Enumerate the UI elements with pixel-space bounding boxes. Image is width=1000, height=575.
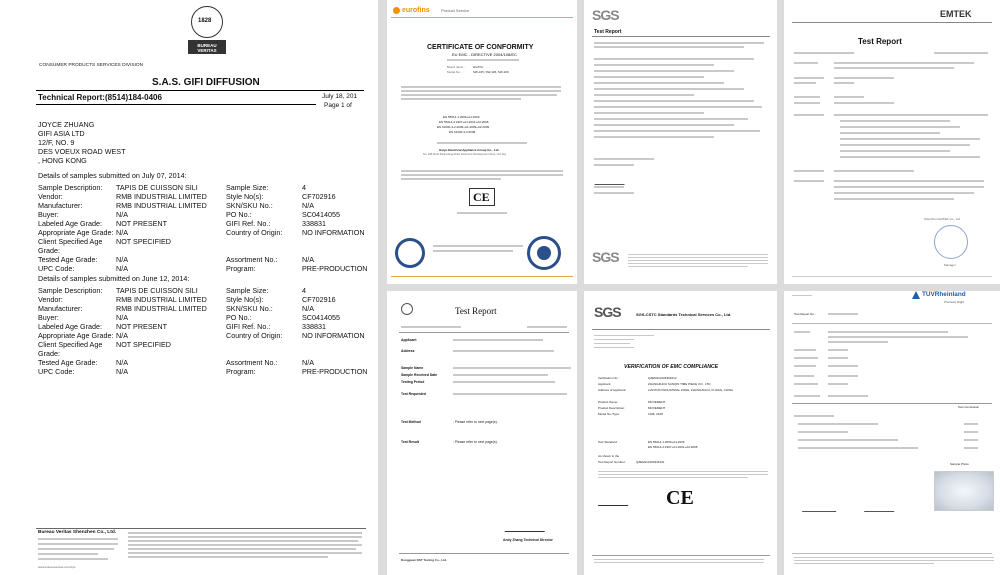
field-value: 4 <box>302 286 306 295</box>
field-value: LIANTIAN INDUSTRIAL ZONE, ZHANGZHOU, FUJIAN, CHINA <box>648 388 734 392</box>
field-value: N/A <box>116 228 128 237</box>
field-value: 1108, 2108 <box>648 412 663 416</box>
field-value: RMB INDUSTRIAL LIMITED <box>116 192 207 201</box>
field-label: Vendor: <box>38 192 63 201</box>
bureau-veritas-report: 1828 BUREAU VERITAS CONSUMER PRODUCTS SERVICES DIVISION S.A.S. GIFI DIFFUSION Technical Report: (8514)184-0406 July 18, 201 Page 1 of JOYCE ZHUANG GIFI ASIA LTD 12/F, NO. 9 DES VOEUX ROAD WEST , HONG KONG Details of samples submitted on July 07, 2014: Sample Description: TAPIS DE CUISSON SILI Sample Size: 4 Vendor: RMB INDUSTRIAL LIMITED Style No(s): CF702916 Manufacturer: RMB INDUSTRIAL LIMITED SKN/SKU No.: N/A Buyer: N/A PO No.: SC0414055 Labeled Age Grade: NOT PRESENT GIFI Ref. No.: 338831 Appropriate Age Grade: N/A Country of Origin: NO INFORMATION Client Specified Age NOT SPECIFIED Grade: Tested Age Grade: N/A Assortment No.: N/A UPC Code: N/A Program: PRE-PRODUCTION Details of samples submitted on June 12, 2014: Sample Description: TAPIS DE CUISSON SILI Sample Size: 4 Vendor: RMB INDUSTRIAL LIMITED Style No(s): CF702916 Manufacturer: RMB INDUSTRIAL LIMITED SKN/SKU No.: N/A Buyer: N/A PO No.: SC0414055 Labeled Age Grade: NOT PRESENT GIFI Ref. No.: 338831 Appropriate Age Grade: N/A Country of Origin: NO INFORMATION Client Specified Age NOT SPECIFIED Grade: Tested Age Grade: N/A Assortment No.: N/A UPC Code: N/A Program: PRE-PRODUCTION Bureau Veritas Shenzhen Co., Ltd. www.bureauveritas.com/cps <box>0 0 378 575</box>
field-label: PO No.: <box>226 210 252 219</box>
field-value: : Please refer to next page(s). <box>453 420 498 424</box>
emc-report-number: QZEM110100346101 <box>636 460 665 464</box>
field-label: Country of Origin: <box>226 228 283 237</box>
field-label: Grade: <box>38 246 60 255</box>
emtek-report-title: Test Report <box>858 37 902 46</box>
field-value: N/A <box>116 313 128 322</box>
field-value: NO INFORMATION <box>302 331 365 340</box>
field-value: NOT PRESENT <box>116 219 167 228</box>
brand-name: HUAYU <box>473 65 484 69</box>
nst-test-report <box>387 291 577 575</box>
nst-logo <box>401 303 413 315</box>
field-value: RMB INDUSTRIAL LIMITED <box>116 304 207 313</box>
field-label: Appropriate Age Grade: <box>38 228 114 237</box>
field-value: MOVEMENT <box>648 400 666 404</box>
field-value: TAPIS DE CUISSON SILI <box>116 286 198 295</box>
certificate-holder: Huiyu Electrical Appliance Group Co., Ltd <box>439 148 499 152</box>
field-label: Sample Description: <box>38 183 103 192</box>
field-label: Sample Received Date <box>401 373 438 377</box>
field-value: CF702916 <box>302 192 336 201</box>
field-label: Tested Age Grade: <box>38 255 98 264</box>
field-label: Sample Name <box>401 366 424 370</box>
emtek-stamp-label: Shenzhen EMTEK Co., Ltd <box>924 217 961 221</box>
division-label: CONSUMER PRODUCTS SERVICES DIVISION <box>39 63 144 68</box>
field-label: Appropriate Age Grade: <box>38 331 114 340</box>
sgs-footer-logo: SGS <box>592 249 619 265</box>
field-value: PRE-PRODUCTION <box>302 367 368 376</box>
field-label: Sample Description: <box>38 286 103 295</box>
holder-address: No. 108 North Ruianxiang Road, Economic Development Zone, Cixi City <box>423 153 507 156</box>
field-label: PO No.: <box>226 313 252 322</box>
field-value: N/A <box>302 255 314 264</box>
field-label: Address <box>401 349 415 353</box>
field-label: Testing Period <box>401 380 425 384</box>
eurofins-certificate: eurofins Product Service CERTIFICATE OF CONFORMITY EU EMC - DIRECTIVE 2004/108/EC Brand name : HUAYU Model No. : SW-105, SW-106, SW-160 EN 55014-1:2006+A1:2009 EN 55014-2:1997+A1:2001+A2:2008 EN 61000-3-2:2006+A1:2009+A2:2009 EN 61000-3-3:2008 Huiyu Electrical Appliance Group Co., Ltd No. 108 North Ruianxiang Road, Economic Development Zone, Cixi City CE <box>387 0 577 284</box>
sgs-report-title: Test Report <box>594 29 622 35</box>
tuv-report-label: Test Report No.: <box>794 312 816 316</box>
field-value: NOT SPECIFIED <box>116 340 171 349</box>
sgs-test-report <box>584 0 777 284</box>
field-value: 4 <box>302 183 306 192</box>
client-title: S.A.S. GIFI DIFFUSION <box>152 77 260 88</box>
field-label: Buyer: <box>38 210 59 219</box>
report-number: (8514)184-0406 <box>105 93 162 102</box>
field-value: RMB INDUSTRIAL LIMITED <box>116 295 207 304</box>
tuv-photo-label: Sample Photo <box>950 462 969 466</box>
section-heading-june: Details of samples submitted on June 12, 2014: <box>38 274 190 283</box>
nst-signature <box>504 521 549 532</box>
field-value: N/A <box>302 358 314 367</box>
signature <box>594 176 627 185</box>
field-label: Client Specified Age <box>38 237 103 246</box>
field-value: 338831 <box>302 322 326 331</box>
report-page: Page 1 of <box>324 102 352 109</box>
footer-company: Bureau Veritas Shenzhen Co., Ltd. <box>38 530 117 535</box>
field-label: Address of Applicant: <box>598 388 627 392</box>
field-value: N/A <box>302 201 314 210</box>
field-value: 338831 <box>302 219 326 228</box>
bureau-veritas-logo: 1828 BUREAU VERITAS <box>188 6 226 56</box>
sgs-emc-verification: SGS SGS-CSTC Standards Technical Services Co., Ltd. VERIFICATION OF EMC COMPLIANCE Verification No.: QZEM11010636461V Applicant: ZHANGZHOU SANQIN TIME PIECE CO., LTD Address of Applicant: LIANTIAN INDUSTRIAL ZONE, ZHANGZHOU, FUJIAN, CHINA Product Name: MOVEMENT Product Description: MOVEMENT Model No./Type: 1108, 2108 Test Standard: EN 55014-1:2006+A1:2009 EN 55014-2:1997+A1:2001+A2:2008 As shown in the Test Report Number: QZEM110100346101 CE <box>584 291 777 575</box>
field-label: Tested Age Grade: <box>38 358 98 367</box>
footer-site: www.bureauveritas.com/cps <box>38 565 76 569</box>
sgs-logo: SGS <box>592 7 619 23</box>
field-value: : Please refer to next page(s). <box>453 440 498 444</box>
field-label: Product Name: <box>598 400 619 404</box>
field-value: MOVEMENT <box>648 406 666 410</box>
field-label: Style No(s): <box>226 192 264 201</box>
nst-report-title: Test Report <box>455 306 497 316</box>
field-value: ZHANGZHOU SANQIN TIME PIECE CO., LTD <box>648 382 711 386</box>
emtek-logo: EMTEK <box>940 9 972 19</box>
field-value: N/A <box>116 255 128 264</box>
field-value: TAPIS DE CUISSON SILI <box>116 183 198 192</box>
field-label: UPC Code: <box>38 264 75 273</box>
field-label: Sample Size: <box>226 286 269 295</box>
sgs-cstc-logo: SGS <box>594 304 621 320</box>
report-label: Technical Report: <box>38 93 105 102</box>
field-value: QZEM11010636461V <box>648 376 677 380</box>
field-label: Applicant: <box>598 382 612 386</box>
field-label: GIFI Ref. No.: <box>226 219 271 228</box>
sgs-cstc-header: SGS-CSTC Standards Technical Services Co., Ltd. <box>636 312 732 317</box>
field-label: Manufacturer: <box>38 201 83 210</box>
ce-mark: CE <box>469 188 495 206</box>
field-label: Labeled Age Grade: <box>38 219 102 228</box>
emtek-test-report <box>784 0 1000 284</box>
field-value: NOT SPECIFIED <box>116 237 171 246</box>
field-label: Applicant <box>401 338 417 342</box>
field-label: Client Specified Age <box>38 340 103 349</box>
emc-signature <box>598 491 632 506</box>
field-value: N/A <box>116 210 128 219</box>
field-label: Vendor: <box>38 295 63 304</box>
certificate-title: CERTIFICATE OF CONFORMITY <box>427 44 534 51</box>
field-value: N/A <box>116 331 128 340</box>
field-label: Program: <box>226 367 256 376</box>
field-label: Verification No.: <box>598 376 620 380</box>
field-value: CF702916 <box>302 295 336 304</box>
field-label: Country of Origin: <box>226 331 283 340</box>
field-label: SKN/SKU No.: <box>226 304 273 313</box>
field-value: RMB INDUSTRIAL LIMITED <box>116 201 207 210</box>
field-label: Assortment No.: <box>226 255 278 264</box>
field-label: Style No(s): <box>226 295 264 304</box>
field-value: SC0414055 <box>302 313 340 322</box>
field-label: Model No./Type: <box>598 412 620 416</box>
field-label: Grade: <box>38 349 60 358</box>
field-value: PRE-PRODUCTION <box>302 264 368 273</box>
nst-signer: Andy Zhang Technical Director <box>503 538 553 542</box>
field-value: N/A <box>116 264 128 273</box>
field-label: Assortment No.: <box>226 358 278 367</box>
field-label: UPC Code: <box>38 367 75 376</box>
field-value: N/A <box>302 304 314 313</box>
field-value: N/A <box>116 358 128 367</box>
emc-title: VERIFICATION OF EMC COMPLIANCE <box>624 364 719 370</box>
tuv-test-report: Test Report No.: TÜVRheinland Precisely Right. Test Conclusion Sample Photo <box>784 291 1000 575</box>
emtek-stamp <box>934 225 968 259</box>
field-value: NOT PRESENT <box>116 322 167 331</box>
field-label: Sample Size: <box>226 183 269 192</box>
tuv-conclusion-heading: Test Conclusion <box>958 405 980 409</box>
field-label: Labeled Age Grade: <box>38 322 102 331</box>
field-value: N/A <box>116 367 128 376</box>
report-date: July 18, 201 <box>322 93 358 100</box>
field-label: Test Method <box>401 420 421 424</box>
nst-footer: Dongguan NST Testing Co., Ltd. <box>401 558 447 562</box>
field-label: GIFI Ref. No.: <box>226 322 271 331</box>
field-value: SC0414055 <box>302 210 340 219</box>
field-label: Product Description: <box>598 406 626 410</box>
field-label: SKN/SKU No.: <box>226 201 273 210</box>
field-label: Test Requested <box>401 392 426 396</box>
field-label: Manufacturer: <box>38 304 83 313</box>
model-number: SW-105, SW-106, SW-160 <box>473 70 509 74</box>
field-value: NO INFORMATION <box>302 228 365 237</box>
section-heading-july: Details of samples submitted on July 07, 2014: <box>38 171 187 180</box>
field-label: Program: <box>226 264 256 273</box>
emc-ce-mark: CE <box>666 487 694 509</box>
field-label: Buyer: <box>38 313 59 322</box>
sample-photo <box>934 471 994 511</box>
emtek-signer: Manager <box>944 263 956 267</box>
field-label: Test Result <box>401 440 420 444</box>
directive: EU EMC - DIRECTIVE 2004/108/EC <box>452 52 517 57</box>
